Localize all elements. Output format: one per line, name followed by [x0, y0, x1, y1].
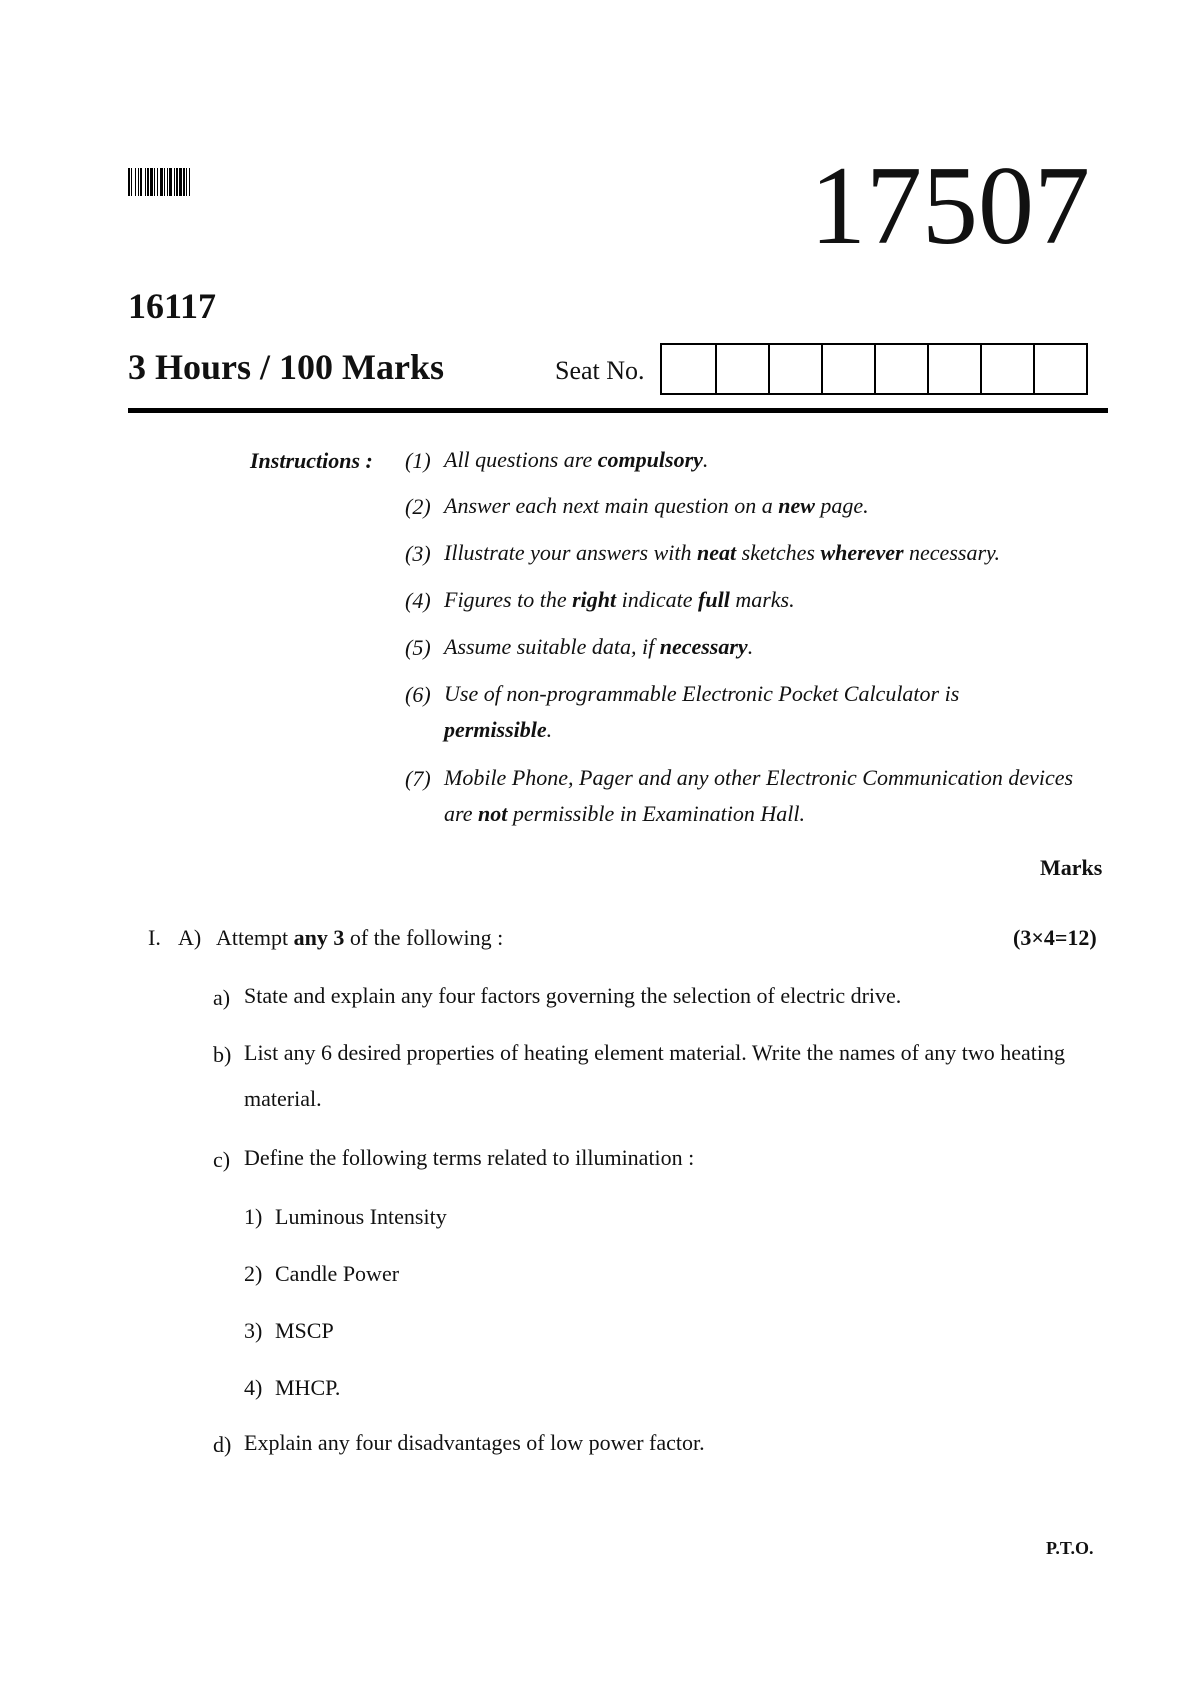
pto-marker: P.T.O.	[1046, 1538, 1094, 1558]
sub-question-label: a)	[213, 985, 231, 1010]
seat-number-box	[874, 345, 927, 393]
instruction-number: (1)	[405, 448, 431, 473]
instruction-text: Answer each next main question on a new page.	[444, 493, 869, 518]
sub-question-text: Explain any four disadvantages of low power factor.	[244, 1430, 705, 1455]
term-label: 2)	[244, 1261, 263, 1286]
seat-number-box	[1033, 345, 1086, 393]
question-part: A)	[178, 925, 202, 950]
term-label: 4)	[244, 1375, 263, 1400]
term-text: MSCP	[275, 1318, 334, 1343]
instruction-text: All questions are compulsory.	[444, 447, 709, 472]
seat-number-box	[927, 345, 980, 393]
instruction-number: (7)	[405, 766, 431, 791]
term-text: Candle Power	[275, 1261, 400, 1286]
instruction-number: (3)	[405, 541, 431, 566]
term-text: Luminous Intensity	[275, 1204, 447, 1229]
barcode	[128, 168, 288, 196]
sub-question-label: c)	[213, 1147, 231, 1172]
instructions-label: Instructions :	[250, 448, 373, 473]
question-title-suffix: of the following :	[344, 925, 504, 950]
marks-heading: Marks	[1040, 855, 1103, 880]
seat-number-boxes	[660, 343, 1088, 395]
instruction-text: Mobile Phone, Pager and any other Electronic Communication devices are not permissible in Examination Hall.	[444, 765, 1074, 826]
instruction-number: (4)	[405, 588, 431, 613]
seat-number-box	[980, 345, 1033, 393]
question-number: I.	[148, 925, 161, 950]
seat-number-box	[662, 345, 715, 393]
instruction-number: (5)	[405, 635, 431, 660]
sub-question-label: b)	[213, 1042, 232, 1067]
sub-question-text: Define the following terms related to illumination :	[244, 1145, 695, 1170]
question-title-prefix: Attempt	[216, 925, 294, 950]
term-label: 1)	[244, 1204, 263, 1229]
seat-number-box	[821, 345, 874, 393]
instruction-number: (6)	[405, 682, 431, 707]
header-rule	[128, 408, 1108, 413]
instruction-text: Illustrate your answers with neat sketches wherever necessary.	[444, 540, 1001, 565]
instruction-text: Use of non-programmable Electronic Pocket Calculator is permissible.	[444, 681, 960, 742]
seat-number-box	[715, 345, 768, 393]
subject-code: 16117	[128, 286, 217, 326]
instruction-text: Assume suitable data, if necessary.	[444, 634, 754, 659]
question-marks: (3×4=12)	[1013, 925, 1097, 950]
sub-question-text: List any 6 desired properties of heating element material. Write the names of any two heating material.	[244, 1040, 1065, 1111]
seat-label: Seat No.	[555, 356, 645, 385]
question-title-bold: any 3	[293, 925, 345, 950]
instruction-number: (2)	[405, 494, 431, 519]
sub-question-text: State and explain any four factors governing the selection of electric drive.	[244, 983, 902, 1008]
term-label: 3)	[244, 1318, 263, 1343]
question-title	[216, 925, 503, 951]
paper-code: 17507	[810, 144, 1090, 268]
seat-number-box	[768, 345, 821, 393]
instruction-text: Figures to the right indicate full marks.	[444, 587, 795, 612]
duration-marks: 3 Hours / 100 Marks	[128, 347, 445, 387]
sub-question-label: d)	[213, 1432, 232, 1457]
term-text: MHCP.	[275, 1375, 341, 1400]
